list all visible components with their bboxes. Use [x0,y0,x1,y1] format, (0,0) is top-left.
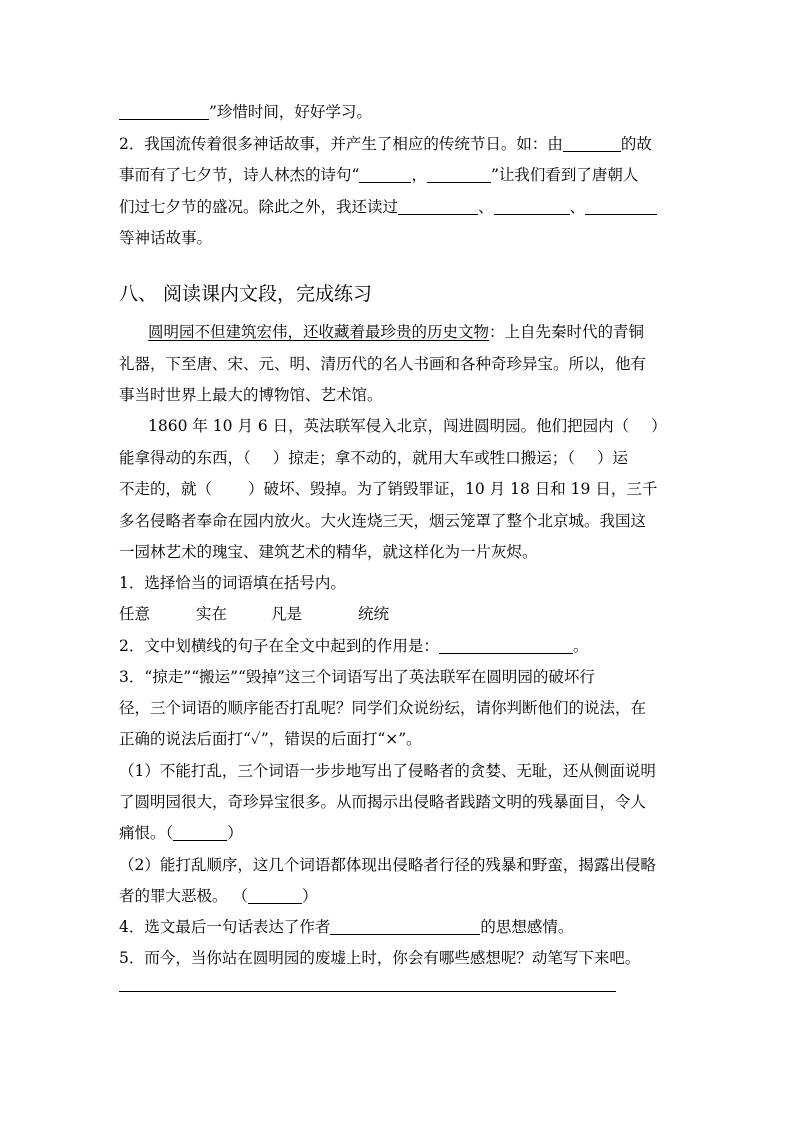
answer-blank[interactable] [494,198,570,215]
question-4: 4．选文最后一句话表达了作者 的思想感情。 [119,918,574,936]
answer-blank[interactable] [359,166,411,183]
passage-p2-line-2: 能拿得动的东西，（ ）掠走；拿不动的，就用大车或牲口搬运；（ ）运 [119,449,629,467]
option-1-line-2: 了圆明园很大，奇珍异宝很多。从而揭示出侵略者践踏文明的残暴面目，令人 [119,793,647,811]
passage-p2-line-1: 1860 年 10 月 6 日，英法联军侵入北京，闯进圆明园。他们把园内（ ） [148,417,667,435]
s7-line-5: 等神话故事。 [119,229,213,247]
option-1-line-1: （1）不能打乱，三个词语一步步地写出了侵略者的贪婪、无耻，还从侧面说明 [119,762,656,780]
passage-p2-line-4: 多名侵略者奉命在园内放火。大火连烧三天，烟云笼罩了整个北京城。我国这 [119,512,647,530]
answer-blank[interactable] [330,918,480,935]
answer-blank[interactable] [563,135,621,152]
passage-p1-line-3: 事当时世界上最大的博物馆、艺术馆。 [119,386,383,404]
passage-p2-line-5: 一园林艺术的瑰宝、建筑艺术的精华，就这样化为一片灰烬。 [119,543,538,561]
s7-line-1: ”珍惜时间，好好学习。 [119,102,372,122]
answer-blank[interactable] [427,166,491,183]
answer-line[interactable] [119,991,616,992]
passage-p2-line-3: 不走的，就（ ）破坏、毁掉。为了销毁罪证，10 月 18 日和 19 日，三千 [119,480,658,498]
s7-line-4: 们过七夕节的盛况。除此之外，我还读过 、 、 [119,197,657,217]
answer-blank[interactable] [439,637,573,654]
word-option: 实在 [196,605,228,623]
word-option: 凡是 [271,605,303,623]
answer-blank[interactable] [119,103,209,120]
underlined-sentence: 圆明园不但建筑宏伟，还收藏着最珍贵的历史文物 [148,323,490,341]
answer-blank[interactable] [585,198,657,215]
option-1-line-3: 痛恨。（ ） [119,824,243,842]
question-3-line-1: 3．“掠走”“搬运”“毁掉”这三个词语写出了英法联军在圆明园的破坏行 [119,668,595,686]
s7-line-3: 事而有了七夕节，诗人林杰的诗句“ ， ”让我们看到了唐朝人 [119,166,639,184]
question-3-line-3: 正确的说法后面打“✓”，错误的后面打“×”。 [119,730,422,748]
s7-line-2: 2．我国流传着很多神话故事，并产生了相应的传统节日。如：由 的故 [119,135,652,153]
section-8-title: 八、 阅读课内文段，完成练习 [119,283,373,305]
word-option: 任意 [119,605,151,623]
answer-blank[interactable] [398,198,478,215]
passage-p1-line-2: 礼器，下至唐、宋、元、明、清历代的名人书画和各种奇珍异宝。所以，他有 [119,355,647,373]
question-1: 1．选择恰当的词语填在括号内。 [119,574,346,592]
answer-blank[interactable] [173,824,227,841]
passage-p1-line-1: 圆明园不但建筑宏伟，还收藏着最珍贵的历史文物：上自先秦时代的青铜 [148,323,645,341]
option-2-line-1: （2）能打乱顺序，这几个词语都体现出侵略者行径的残暴和野蛮，揭露出侵略 [119,856,656,874]
question-2: 2．文中划横线的句子在全文中起到的作用是： 。 [119,637,589,655]
question-5: 5．而今，当你站在圆明园的废墟上时，你会有哪些感想呢？动笔写下来吧。 [119,949,641,967]
word-options [119,604,389,624]
answer-blank[interactable] [248,887,302,904]
word-option: 统统 [358,605,390,623]
option-2-line-2: 者的罪大恶极。 （ ） [119,887,318,905]
question-3-line-2: 径，三个词语的顺序能否打乱呢？同学们众说纷纭，请你判断他们的说法，在 [119,699,647,717]
